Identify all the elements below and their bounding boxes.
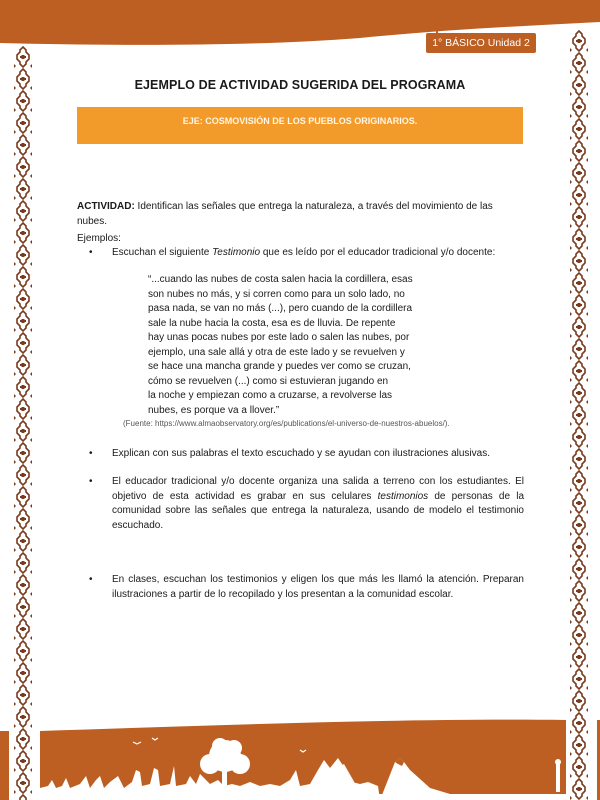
activity-text: Identifican las señales que entrega la naturaleza, a través del movimiento de las nubes. (77, 201, 493, 227)
bullet-item: • El educador tradicional y/o docente organiza una salida a terreno con los estudiantes. El objetivo de esta actividad es grabar en sus celulares testimonios de personas de la comunidad sobre las señales que entrega la naturaleza, usando de modelo el testimonio escuchado. (89, 475, 524, 533)
page-title: EJEMPLO DE ACTIVIDAD SUGERIDA DEL PROGRAMA (134, 78, 466, 92)
activity-statement (77, 200, 524, 229)
landscape-illustration (0, 700, 600, 800)
ethnic-border-right (570, 30, 588, 800)
eje-banner: EJE: COSMOVISIÓN DE LOS PUEBLOS ORIGINARIOS. (77, 107, 523, 144)
testimony-quote: “...cuando las nubes de costa salen hacia la cordillera, esas son nubes no más, y si corren como para un solo lado, no pasa nada, se van no más (...), pero cuando de la cordillera sale la nube hacia la costa, esa es de lluvia. De repente hay unas pocas nubes por este lado o salen las nubes, por ejemplo, una sale allá y otra de este lado y se revuelven y se hace una mancha grande y puedes ver como se cruzan, cómo se revuelven (...) como si estuvieran jugando en la noche y empiezan como a cruzarse, a revolverse las nubes, es porque va a llover.” (148, 274, 413, 416)
unit-badge: 1° BÁSICO Unidad 2 (426, 33, 536, 53)
bullet-item: • En clases, escuchan los testimonios y eligen los que más les llamó la atención. Preparan ilustraciones a partir de lo recopilado y los presentan a la comunidad escolar. (89, 573, 524, 602)
ethnic-border-left (14, 46, 32, 800)
examples-label: Ejemplos: (77, 233, 121, 244)
emphasis: testimonios (377, 490, 429, 502)
bullet-item: • Escuchan el siguiente Testimonio que es leído por el educador tradicional y/o docente: (89, 246, 524, 261)
activity-label: ACTIVIDAD: (77, 201, 135, 212)
bullet-item: • Explican con sus palabras el texto escuchado y se ayudan con ilustraciones alusivas. (89, 447, 524, 462)
quote-source: (Fuente: https://www.almaobservatory.org/es/publications/el-universo-de-nuestros-abuelos/). (123, 419, 450, 428)
emphasis: Testimonio (212, 247, 261, 258)
